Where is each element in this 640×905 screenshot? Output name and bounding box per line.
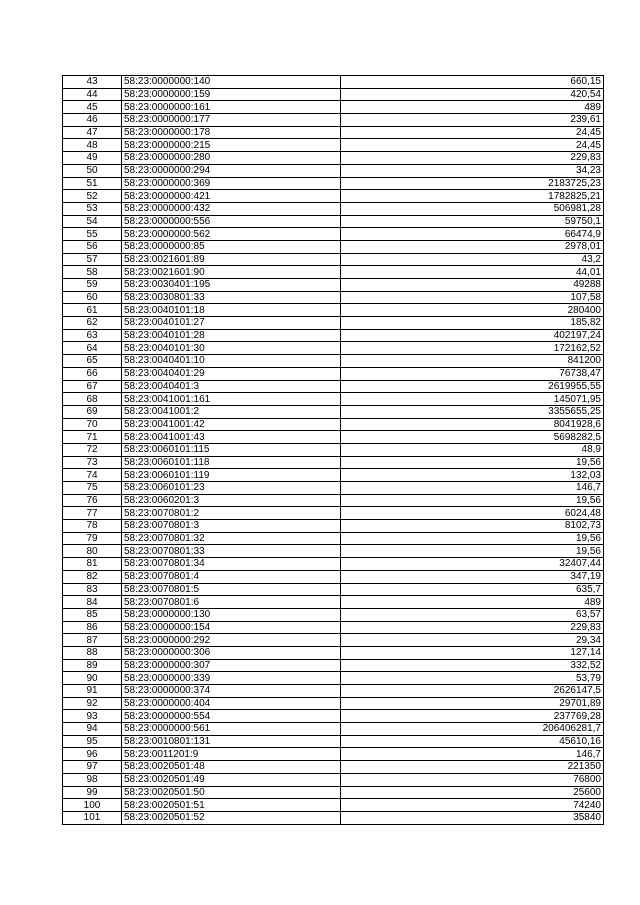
area-value-cell: 146,7 [341,482,604,495]
area-value-cell: 239,61 [341,114,604,127]
table-row [63,659,604,672]
cadastral-number-cell: 58:23:0060101:23 [122,482,341,495]
area-value-cell: 841200 [341,355,604,368]
row-number-cell: 52 [63,190,122,203]
cadastral-number-cell: 58:23:0021601:89 [122,253,341,266]
cadastral-parcels-table [62,75,604,825]
cadastral-number-cell: 58:23:0021601:90 [122,266,341,279]
row-number-cell: 79 [63,532,122,545]
table-row [63,355,604,368]
row-number-cell: 76 [63,494,122,507]
row-number-cell: 98 [63,773,122,786]
table-row [63,240,604,253]
row-number-cell: 65 [63,355,122,368]
table-row [63,799,604,812]
area-value-cell: 6024,48 [341,507,604,520]
table-row [63,190,604,203]
area-value-cell: 43,2 [341,253,604,266]
area-value-cell: 19,56 [341,532,604,545]
area-value-cell: 347,19 [341,570,604,583]
table-row [63,393,604,406]
row-number-cell: 75 [63,482,122,495]
cadastral-number-cell: 58:23:0060101:119 [122,469,341,482]
row-number-cell: 95 [63,735,122,748]
cadastral-number-cell: 58:23:0030801:33 [122,291,341,304]
row-number-cell: 97 [63,761,122,774]
cadastral-number-cell: 58:23:0041001:2 [122,405,341,418]
cadastral-number-cell: 58:23:0000000:140 [122,76,341,89]
cadastral-number-cell: 58:23:0011201:9 [122,748,341,761]
row-number-cell: 72 [63,443,122,456]
cadastral-number-cell: 58:23:0000000:85 [122,240,341,253]
area-value-cell: 35840 [341,811,604,824]
area-value-cell: 206406281,7 [341,723,604,736]
row-number-cell: 53 [63,202,122,215]
row-number-cell: 60 [63,291,122,304]
cadastral-number-cell: 58:23:0070801:34 [122,558,341,571]
row-number-cell: 89 [63,659,122,672]
row-number-cell: 100 [63,799,122,812]
cadastral-number-cell: 58:23:0070801:3 [122,520,341,533]
area-value-cell: 32407,44 [341,558,604,571]
row-number-cell: 48 [63,139,122,152]
table-row [63,443,604,456]
table-row [63,786,604,799]
cadastral-number-cell: 58:23:0040401:3 [122,380,341,393]
area-value-cell: 2978,01 [341,240,604,253]
cadastral-number-cell: 58:23:0000000:294 [122,164,341,177]
area-value-cell: 25600 [341,786,604,799]
row-number-cell: 101 [63,811,122,824]
cadastral-number-cell: 58:23:0060201:3 [122,494,341,507]
area-value-cell: 49288 [341,279,604,292]
area-value-cell: 146,7 [341,748,604,761]
cadastral-number-cell: 58:23:0020501:49 [122,773,341,786]
area-value-cell: 2626147,5 [341,685,604,698]
cadastral-number-cell: 58:23:0020501:50 [122,786,341,799]
row-number-cell: 96 [63,748,122,761]
row-number-cell: 86 [63,621,122,634]
row-number-cell: 74 [63,469,122,482]
table-row [63,405,604,418]
area-value-cell: 145071,95 [341,393,604,406]
row-number-cell: 68 [63,393,122,406]
cadastral-number-cell: 58:23:0040401:10 [122,355,341,368]
area-value-cell: 1782825,21 [341,190,604,203]
table-row [63,748,604,761]
table-row [63,646,604,659]
area-value-cell: 332,52 [341,659,604,672]
row-number-cell: 77 [63,507,122,520]
table-row [63,101,604,114]
table-row [63,291,604,304]
area-value-cell: 19,56 [341,456,604,469]
cadastral-number-cell: 58:23:0040101:28 [122,329,341,342]
table-row [63,88,604,101]
table-row [63,482,604,495]
area-value-cell: 53,79 [341,672,604,685]
table-row [63,507,604,520]
table-row [63,317,604,330]
table-row [63,279,604,292]
row-number-cell: 84 [63,596,122,609]
row-number-cell: 67 [63,380,122,393]
table-row [63,469,604,482]
row-number-cell: 63 [63,329,122,342]
area-value-cell: 420,54 [341,88,604,101]
cadastral-number-cell: 58:23:0000000:159 [122,88,341,101]
cadastral-number-cell: 58:23:0060101:115 [122,443,341,456]
cadastral-number-cell: 58:23:0041001:42 [122,418,341,431]
table-row [63,304,604,317]
table-row [63,266,604,279]
row-number-cell: 66 [63,367,122,380]
table-row [63,596,604,609]
table-row [63,570,604,583]
row-number-cell: 92 [63,697,122,710]
area-value-cell: 48,9 [341,443,604,456]
cadastral-number-cell: 58:23:0000000:339 [122,672,341,685]
cadastral-number-cell: 58:23:0000000:178 [122,126,341,139]
table-row [63,367,604,380]
table-row [63,126,604,139]
area-value-cell: 19,56 [341,545,604,558]
area-value-cell: 59750,1 [341,215,604,228]
area-value-cell: 506981,28 [341,202,604,215]
table-row [63,621,604,634]
row-number-cell: 78 [63,520,122,533]
table-row [63,811,604,824]
cadastral-number-cell: 58:23:0070801:4 [122,570,341,583]
table-row [63,735,604,748]
row-number-cell: 81 [63,558,122,571]
cadastral-number-cell: 58:23:0070801:6 [122,596,341,609]
table-row [63,583,604,596]
cadastral-number-cell: 58:23:0000000:154 [122,621,341,634]
table-row [63,139,604,152]
table-row [63,76,604,89]
table-row [63,697,604,710]
row-number-cell: 43 [63,76,122,89]
row-number-cell: 87 [63,634,122,647]
table-row [63,520,604,533]
table-row [63,202,604,215]
table-row [63,761,604,774]
table-row [63,773,604,786]
area-value-cell: 3355655,25 [341,405,604,418]
row-number-cell: 85 [63,608,122,621]
row-number-cell: 91 [63,685,122,698]
row-number-cell: 90 [63,672,122,685]
cadastral-number-cell: 58:23:0040101:27 [122,317,341,330]
row-number-cell: 61 [63,304,122,317]
cadastral-number-cell: 58:23:0000000:554 [122,710,341,723]
row-number-cell: 50 [63,164,122,177]
row-number-cell: 62 [63,317,122,330]
cadastral-number-cell: 58:23:0000000:404 [122,697,341,710]
table-row [63,558,604,571]
cadastral-number-cell: 58:23:0000000:292 [122,634,341,647]
cadastral-number-cell: 58:23:0000000:306 [122,646,341,659]
area-value-cell: 107,58 [341,291,604,304]
area-value-cell: 2619955,55 [341,380,604,393]
row-number-cell: 44 [63,88,122,101]
table-row [63,545,604,558]
cadastral-number-cell: 58:23:0000000:307 [122,659,341,672]
row-number-cell: 70 [63,418,122,431]
row-number-cell: 55 [63,228,122,241]
table-row [63,164,604,177]
cadastral-number-cell: 58:23:0000000:215 [122,139,341,152]
table-row [63,634,604,647]
row-number-cell: 46 [63,114,122,127]
table-row [63,215,604,228]
area-value-cell: 635,7 [341,583,604,596]
area-value-cell: 127,14 [341,646,604,659]
table-row [63,456,604,469]
table-row [63,494,604,507]
table-row [63,608,604,621]
table-row [63,253,604,266]
area-value-cell: 24,45 [341,139,604,152]
area-value-cell: 29701,89 [341,697,604,710]
table-row [63,152,604,165]
cadastral-number-cell: 58:23:0070801:33 [122,545,341,558]
table-row [63,114,604,127]
area-value-cell: 76738,47 [341,367,604,380]
cadastral-number-cell: 58:23:0000000:161 [122,101,341,114]
row-number-cell: 45 [63,101,122,114]
row-number-cell: 73 [63,456,122,469]
area-value-cell: 45610,16 [341,735,604,748]
area-value-cell: 66474,9 [341,228,604,241]
area-value-cell: 44,01 [341,266,604,279]
table-row [63,723,604,736]
cadastral-number-cell: 58:23:0040101:18 [122,304,341,317]
cadastral-number-cell: 58:23:0000000:130 [122,608,341,621]
area-value-cell: 132,03 [341,469,604,482]
area-value-cell: 185,82 [341,317,604,330]
area-value-cell: 8041928,6 [341,418,604,431]
area-value-cell: 489 [341,596,604,609]
area-value-cell: 76800 [341,773,604,786]
cadastral-number-cell: 58:23:0000000:280 [122,152,341,165]
row-number-cell: 71 [63,431,122,444]
cadastral-number-cell: 58:23:0020501:48 [122,761,341,774]
area-value-cell: 172162,52 [341,342,604,355]
row-number-cell: 83 [63,583,122,596]
cadastral-number-cell: 58:23:0000000:432 [122,202,341,215]
row-number-cell: 80 [63,545,122,558]
cadastral-number-cell: 58:23:0020501:52 [122,811,341,824]
area-value-cell: 29,34 [341,634,604,647]
area-value-cell: 229,83 [341,152,604,165]
cadastral-number-cell: 58:23:0060101:118 [122,456,341,469]
table-body [63,76,604,825]
row-number-cell: 69 [63,405,122,418]
area-value-cell: 24,45 [341,126,604,139]
area-value-cell: 229,83 [341,621,604,634]
cadastral-number-cell: 58:23:0041001:43 [122,431,341,444]
table-row [63,177,604,190]
cadastral-number-cell: 58:23:0040401:29 [122,367,341,380]
table-row [63,685,604,698]
area-value-cell: 237769,28 [341,710,604,723]
cadastral-number-cell: 58:23:0000000:556 [122,215,341,228]
row-number-cell: 54 [63,215,122,228]
cadastral-number-cell: 58:23:0070801:5 [122,583,341,596]
area-value-cell: 74240 [341,799,604,812]
table-row [63,532,604,545]
row-number-cell: 88 [63,646,122,659]
table-row [63,418,604,431]
cadastral-number-cell: 58:23:0020501:51 [122,799,341,812]
row-number-cell: 64 [63,342,122,355]
row-number-cell: 51 [63,177,122,190]
area-value-cell: 63,57 [341,608,604,621]
table-row [63,710,604,723]
area-value-cell: 2183725,23 [341,177,604,190]
row-number-cell: 58 [63,266,122,279]
table-row [63,431,604,444]
row-number-cell: 82 [63,570,122,583]
cadastral-number-cell: 58:23:0000000:561 [122,723,341,736]
cadastral-number-cell: 58:23:0000000:562 [122,228,341,241]
cadastral-number-cell: 58:23:0000000:374 [122,685,341,698]
row-number-cell: 93 [63,710,122,723]
cadastral-number-cell: 58:23:0010801:131 [122,735,341,748]
cadastral-number-cell: 58:23:0070801:2 [122,507,341,520]
area-value-cell: 660,15 [341,76,604,89]
table-row [63,672,604,685]
cadastral-number-cell: 58:23:0041001:161 [122,393,341,406]
area-value-cell: 34,23 [341,164,604,177]
table-row [63,380,604,393]
cadastral-number-cell: 58:23:0070801:32 [122,532,341,545]
table-row [63,228,604,241]
table-row [63,342,604,355]
cadastral-number-cell: 58:23:0000000:177 [122,114,341,127]
row-number-cell: 59 [63,279,122,292]
area-value-cell: 5698282,5 [341,431,604,444]
cadastral-number-cell: 58:23:0040101:30 [122,342,341,355]
area-value-cell: 19,56 [341,494,604,507]
cadastral-number-cell: 58:23:0000000:421 [122,190,341,203]
row-number-cell: 47 [63,126,122,139]
cadastral-number-cell: 58:23:0000000:369 [122,177,341,190]
row-number-cell: 94 [63,723,122,736]
area-value-cell: 8102,73 [341,520,604,533]
area-value-cell: 402197,24 [341,329,604,342]
area-value-cell: 489 [341,101,604,114]
cadastral-number-cell: 58:23:0030401:195 [122,279,341,292]
row-number-cell: 49 [63,152,122,165]
table-row [63,329,604,342]
area-value-cell: 221350 [341,761,604,774]
area-value-cell: 280400 [341,304,604,317]
row-number-cell: 57 [63,253,122,266]
row-number-cell: 99 [63,786,122,799]
row-number-cell: 56 [63,240,122,253]
